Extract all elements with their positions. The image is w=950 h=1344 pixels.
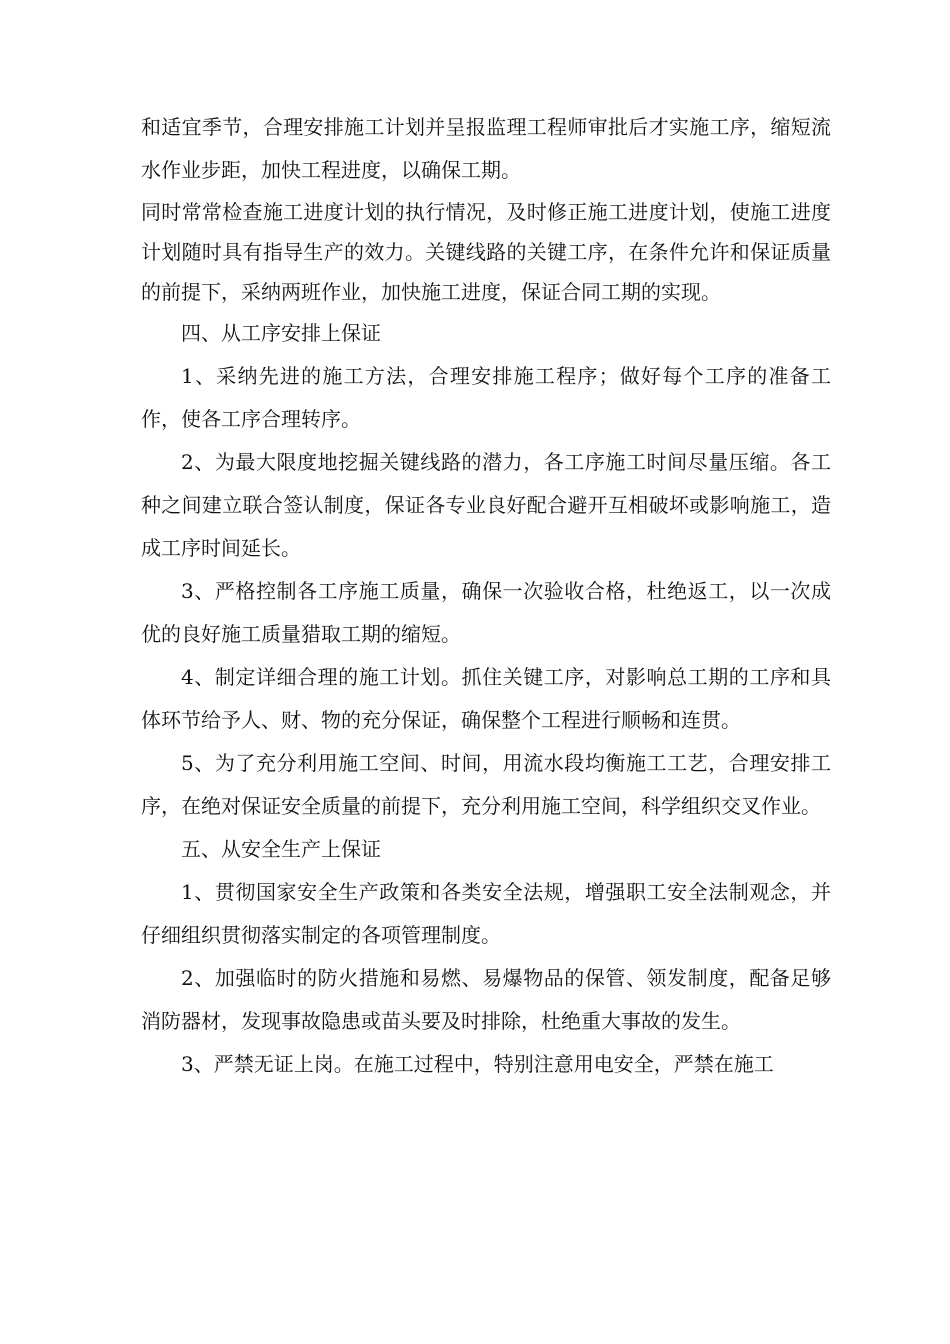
paragraph-item-2: 2、为最大限度地挖掘关键线路的潜力，各工序施工时间尽量压缩。各工种之间建立联合签认制度，保证各专业良好配合避开互相破坏或影响施工，造成工序时间延长。 (141, 450, 831, 560)
paragraph-item-1: 1、采纳先进的施工方法，合理安排施工程序；做好每个工序的准备工作，使各工序合理转序。 (141, 364, 831, 431)
paragraph-continuation: 和适宜季节，合理安排施工计划并呈报监理工程师审批后才实施工序，缩短流水作业步距，加快工程进度，以确保工期。 (141, 115, 831, 182)
paragraph-safety-item-3: 3、严禁无证上岗。在施工过程中，特别注意用电安全，严禁在施工 (181, 1052, 774, 1076)
document-body (141, 106, 831, 1086)
paragraph-safety-item-1: 1、贯彻国家安全生产政策和各类安全法规，增强职工安全法制观念，并仔细组织贯彻落实制定的各项管理制度。 (141, 880, 831, 947)
section-heading-safety-production: 五、从安全生产上保证 (181, 837, 381, 861)
paragraph-item-3: 3、严格控制各工序施工质量，确保一次验收合格，杜绝返工，以一次成优的良好施工质量猎取工期的缩短。 (141, 579, 831, 646)
paragraph-safety-item-2: 2、加强临时的防火措施和易燃、易爆物品的保管、领发制度，配备足够消防器材，发现事故隐患或苗头要及时排除，杜绝重大事故的发生。 (141, 966, 831, 1033)
paragraph-progress-check: 同时常常检查施工进度计划的执行情况，及时修正施工进度计划，使施工进度计划随时具有指导生产的效力。关键线路的关键工序，在条件允许和保证质量的前提下，采纳两班作业，加快施工进度，保证合同工期的实现。 (141, 200, 831, 304)
paragraph-item-4: 4、制定详细合理的施工计划。抓住关键工序，对影响总工期的工序和具体环节给予人、财、物的充分保证，确保整个工程进行顺畅和连贯。 (141, 665, 831, 732)
section-heading-process-arrangement: 四、从工序安排上保证 (181, 321, 381, 345)
paragraph-item-5: 5、为了充分利用施工空间、时间，用流水段均衡施工工艺，合理安排工序，在绝对保证安全质量的前提下，充分利用施工空间，科学组织交叉作业。 (141, 751, 831, 818)
